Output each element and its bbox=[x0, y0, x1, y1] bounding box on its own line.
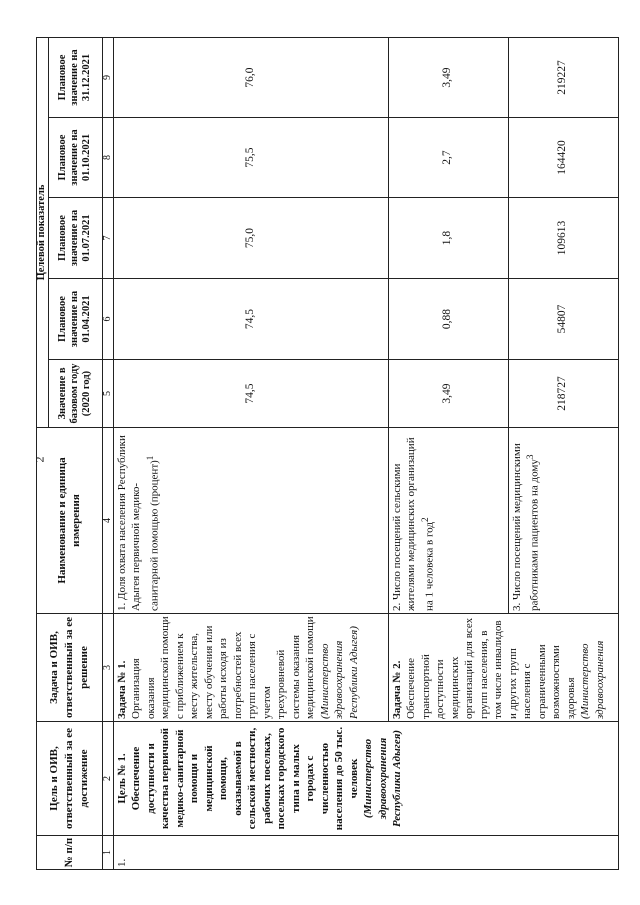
indicator-3-name-cell bbox=[508, 428, 618, 614]
indicator-3-q4: 219227 bbox=[508, 37, 618, 117]
indicator-3-name: 3. Число посещений медицинскими работниками пациентов на дому bbox=[510, 443, 541, 611]
rotated-table-wrapper bbox=[36, 38, 612, 870]
indicator-1-q4: 76,0 bbox=[113, 37, 388, 117]
header-indicator: Наименование и единица измерения bbox=[37, 428, 103, 614]
goal-text: Цель № 1. Обеспечение доступности и качества первичной медико-санитарной помощи и медицинской помощи, оказываемой в сельской местности, рабочих поселках, поселках городского типа и малых городах с численностью населения до 50 тыс. человек bbox=[115, 726, 360, 831]
indicator-3-q1: 54807 bbox=[508, 279, 618, 360]
header-target-group: Целевой показатель bbox=[37, 37, 49, 427]
indicator-2-base: 3,49 bbox=[388, 360, 508, 428]
indicator-2-name-cell bbox=[388, 428, 508, 614]
col-number: 4 bbox=[102, 428, 113, 614]
goal-cell bbox=[113, 722, 618, 836]
indicator-2-name: 2. Число посещений сельскими жителями медицинских организаций на 1 человека в год bbox=[390, 437, 436, 611]
indicator-3-q2: 109613 bbox=[508, 198, 618, 279]
col-number: 5 bbox=[102, 360, 113, 428]
header-no: № п/п bbox=[37, 836, 103, 870]
task1-responsible: (Министерство здравоохранения Республики Адыгея) bbox=[318, 626, 360, 719]
indicator-1-footnote: 1 bbox=[144, 455, 155, 461]
indicator-1-q3: 75,5 bbox=[113, 118, 388, 198]
header-base-year: Значение в базовом году (2020 год) bbox=[48, 360, 102, 428]
col-number: 2 bbox=[102, 722, 113, 836]
header-plan-q3: Плановое значение на 01.10.2021 bbox=[48, 118, 102, 198]
indicator-3-base: 218727 bbox=[508, 360, 618, 428]
task2-cell bbox=[388, 614, 618, 722]
header-goal: Цель и ОИВ, ответственный за ее достижение bbox=[37, 722, 103, 836]
indicator-2-q3: 2,7 bbox=[388, 118, 508, 198]
col-number: 8 bbox=[102, 118, 113, 198]
col-number: 3 bbox=[102, 614, 113, 722]
goal-responsible: (Министерство здравоохранения Республики Адыгея) bbox=[362, 729, 404, 828]
indicator-1-q1: 74,5 bbox=[113, 279, 388, 360]
col-number: 6 bbox=[102, 279, 113, 360]
header-plan-q1: Плановое значение на 01.04.2021 bbox=[48, 279, 102, 360]
task2-responsible: (Министерство здравоохранения bbox=[579, 640, 606, 719]
indicator-2-footnote: 2 bbox=[419, 517, 430, 523]
indicator-1-name: 1. Доля охвата населения Республики Адыгея первичной медико-санитарной помощью (процент) bbox=[115, 435, 161, 611]
col-number: 9 bbox=[102, 37, 113, 117]
col-number: 7 bbox=[102, 198, 113, 279]
target-indicators-table bbox=[36, 37, 619, 870]
task1-cell bbox=[113, 614, 388, 722]
indicator-1-base: 74,5 bbox=[113, 360, 388, 428]
task2-title: Задача № 2. bbox=[390, 660, 403, 719]
page-number: 2 bbox=[32, 456, 47, 463]
indicator-3-q3: 164420 bbox=[508, 118, 618, 198]
header-plan-q4: Плановое значение на 31.12.2021 bbox=[48, 37, 102, 117]
indicator-1-q2: 75,0 bbox=[113, 198, 388, 279]
header-plan-q2: Плановое значение на 01.07.2021 bbox=[48, 198, 102, 279]
indicator-3-footnote: 3 bbox=[525, 454, 536, 460]
indicator-2-q2: 1,8 bbox=[388, 198, 508, 279]
col-number: 1 bbox=[102, 836, 113, 870]
indicator-1-name-cell bbox=[113, 428, 388, 614]
row-number: 1. bbox=[113, 836, 618, 870]
indicator-2-q4: 3,49 bbox=[388, 37, 508, 117]
task1-title: Задача № 1. bbox=[115, 660, 128, 719]
header-task: Задача и ОИВ, ответственный за ее решение bbox=[37, 614, 103, 722]
task1-text: Организация оказания медицинской помощи с приближением к месту жительства, месту обучения или работы исходя из потребностей всех групп населения с учетом трехуровневой системы оказания медицинской помощи bbox=[130, 616, 317, 719]
task2-text: Обеспечение транспортной доступности медицинских организаций для всех групп населения, в том числе инвалидов и других групп населения с ограниченными возможностями здоровья bbox=[405, 617, 577, 719]
indicator-2-q1: 0,88 bbox=[388, 279, 508, 360]
